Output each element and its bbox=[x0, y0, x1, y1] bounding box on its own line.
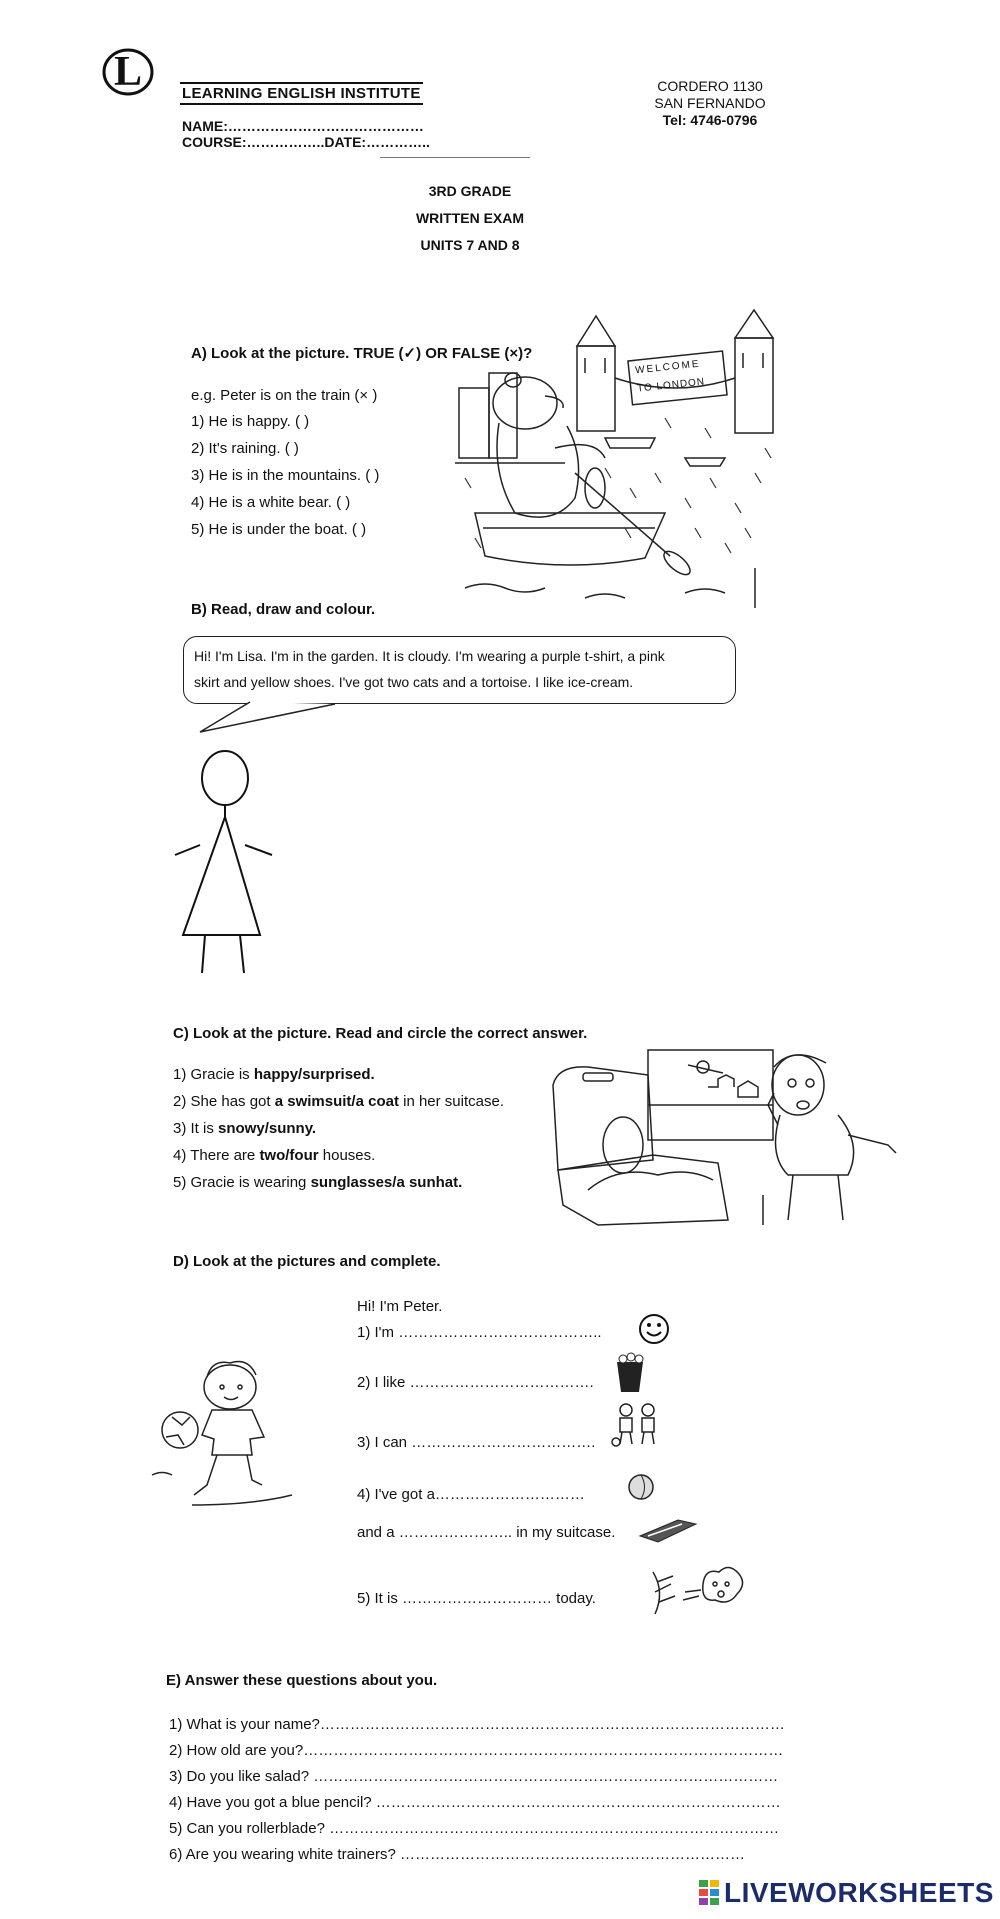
peter-football-picture bbox=[152, 1355, 302, 1505]
liveworksheets-brand: LIVEWORKSHEETS bbox=[724, 1877, 994, 1908]
stick-figure-icon bbox=[170, 745, 280, 975]
item-choice: happy/surprised. bbox=[253, 1066, 375, 1083]
speech-line-1: Hi! I'm Lisa. I'm in the garden. It is cloudy. I'm wearing a purple t-shirt, a pink bbox=[194, 648, 665, 664]
london-sign-line-2: TO LONDON bbox=[636, 376, 706, 395]
item-text: houses. bbox=[318, 1147, 376, 1164]
smiley-face-icon bbox=[638, 1313, 670, 1345]
towel-icon bbox=[638, 1518, 698, 1544]
section-d-intro: Hi! I'm Peter. bbox=[357, 1298, 443, 1315]
kids-playing-football-icon bbox=[612, 1402, 662, 1448]
logo-letter: L bbox=[114, 49, 143, 95]
bear-boat-illustration bbox=[455, 298, 780, 613]
course-line: COURSE:……………..DATE:………….. bbox=[182, 134, 430, 150]
item-text: 2) She has got bbox=[173, 1093, 275, 1110]
section-d-item: 1) I'm ………………………………….. bbox=[357, 1324, 602, 1341]
peter-boy-illustration bbox=[152, 1355, 302, 1505]
institute-name: LEARNING ENGLISH INSTITUTE bbox=[180, 82, 423, 105]
section-d-item: 2) I like ………………………………. bbox=[357, 1374, 594, 1391]
section-c-item bbox=[173, 1088, 504, 1115]
exam-grade: 3RD GRADE bbox=[428, 183, 512, 199]
section-e-item: 2) How old are you?…………………………………………………………………………………… bbox=[169, 1742, 784, 1759]
section-c-item bbox=[173, 1169, 462, 1196]
address-city: SAN FERNANDO bbox=[654, 95, 766, 111]
section-a-item: 2) It's raining. ( ) bbox=[191, 440, 299, 457]
item-choice: snowy/sunny. bbox=[218, 1120, 317, 1137]
item-choice: a swimsuit/a coat bbox=[274, 1093, 399, 1110]
item-text: 4) There are bbox=[173, 1147, 260, 1164]
section-d-item: 4) I've got a………………………… bbox=[357, 1486, 585, 1503]
section-a-heading: A) Look at the picture. TRUE (✓) OR FALSE (×)? bbox=[191, 345, 533, 362]
stick-figure-drawing bbox=[170, 745, 280, 975]
exam-units: UNITS 7 AND 8 bbox=[420, 237, 520, 253]
header-rule bbox=[380, 157, 530, 158]
section-a-item: 4) He is a white bear. ( ) bbox=[191, 494, 351, 511]
section-c-item bbox=[173, 1115, 316, 1142]
bear-boat-london-picture bbox=[455, 298, 780, 613]
item-choice: sunglasses/a sunhat. bbox=[310, 1174, 463, 1191]
section-c-item bbox=[173, 1061, 375, 1088]
section-e-heading: E) Answer these questions about you. bbox=[166, 1672, 438, 1689]
section-a-item: 3) He is in the mountains. ( ) bbox=[191, 467, 380, 484]
liveworksheets-logo bbox=[698, 1876, 994, 1910]
phone: Tel: 4746-0796 bbox=[662, 112, 758, 128]
section-c-heading: C) Look at the picture. Read and circle the correct answer. bbox=[173, 1025, 588, 1042]
logo bbox=[100, 46, 156, 96]
lisa-speech-bubble bbox=[183, 636, 736, 704]
section-d-item: 3) I can ………………………………. bbox=[357, 1434, 596, 1451]
exam-type: WRITTEN EXAM bbox=[415, 210, 525, 226]
gracie-suitcase-picture bbox=[548, 1045, 903, 1225]
name-line: NAME:…………………………………… bbox=[182, 118, 424, 134]
address-street: CORDERO 1130 bbox=[657, 78, 763, 94]
section-b-heading: B) Read, draw and colour. bbox=[191, 601, 376, 618]
section-a-example: e.g. Peter is on the train (× ) bbox=[191, 387, 378, 404]
item-text: in her suitcase. bbox=[398, 1093, 505, 1110]
windy-weather-icon bbox=[645, 1562, 745, 1618]
item-text: 1) Gracie is bbox=[173, 1066, 254, 1083]
section-e-item: 3) Do you like salad? ………………………………………………………………………………… bbox=[169, 1768, 779, 1785]
london-sign-line-1: WELCOME bbox=[634, 358, 702, 377]
section-e-item: 5) Can you rollerblade? ……………………………………………………………………………… bbox=[169, 1820, 780, 1837]
item-text: 5) Gracie is wearing bbox=[173, 1174, 311, 1191]
item-choice: two/four bbox=[259, 1147, 319, 1164]
popcorn-bucket-icon bbox=[613, 1352, 647, 1394]
section-e-item: 1) What is your name?………………………………………………………………………………… bbox=[169, 1716, 785, 1733]
section-a-item: 1) He is happy. ( ) bbox=[191, 413, 310, 430]
liveworksheets-mark-icon bbox=[698, 1878, 720, 1908]
section-d-heading: D) Look at the pictures and complete. bbox=[173, 1253, 441, 1270]
section-c-item bbox=[173, 1142, 375, 1169]
section-d-item: 5) It is ………………………… today. bbox=[357, 1590, 596, 1607]
speech-line-2: skirt and yellow shoes. I've got two cats and a tortoise. I like ice-cream. bbox=[194, 674, 634, 690]
ball-icon bbox=[626, 1472, 656, 1502]
gracie-suitcase-illustration bbox=[548, 1045, 903, 1225]
item-text: 3) It is bbox=[173, 1120, 219, 1137]
section-e-item: 6) Are you wearing white trainers? …………………………………………………………… bbox=[169, 1846, 745, 1863]
section-d-item: and a ………………….. in my suitcase. bbox=[357, 1524, 616, 1541]
section-a-item: 5) He is under the boat. ( ) bbox=[191, 521, 367, 538]
section-e-item: 4) Have you got a blue pencil? ……………………………………………………………………… bbox=[169, 1794, 781, 1811]
